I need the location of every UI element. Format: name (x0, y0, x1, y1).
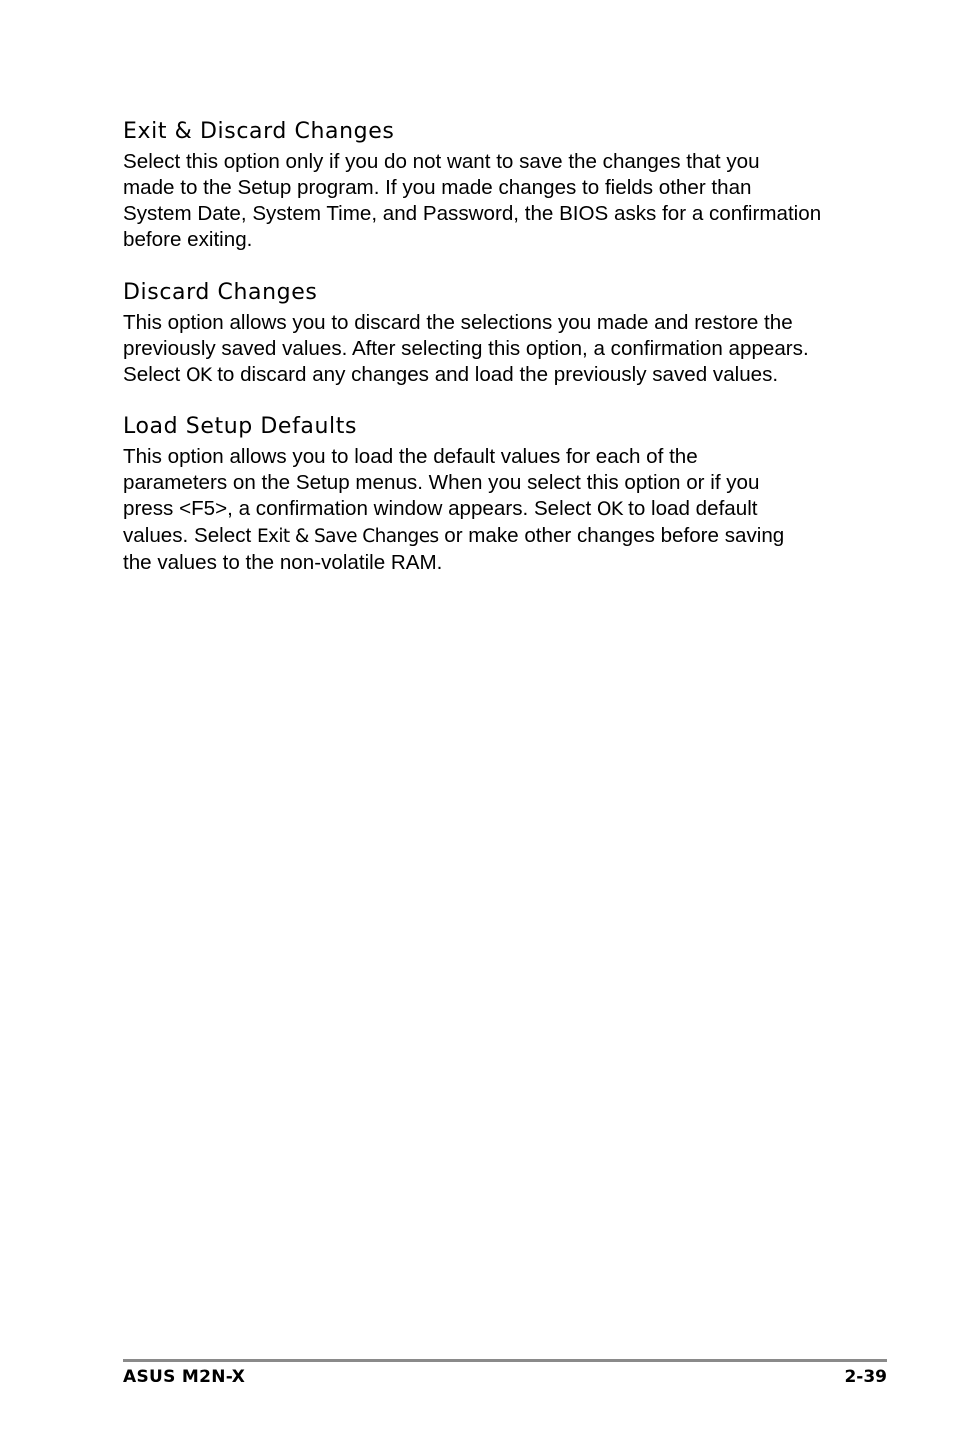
body-line: previously saved values. After selecting this option, a confirmation appears. (123, 337, 809, 360)
section-load-setup-defaults (123, 414, 843, 576)
line-text: Select (123, 363, 186, 386)
footer-product-name: ASUS M2N-X (123, 1367, 246, 1387)
body-line: the values to the non-volatile RAM. (123, 551, 443, 574)
line-text: values. Select (123, 524, 257, 547)
section-body (123, 444, 843, 576)
body-line: before exiting. (123, 228, 253, 251)
body-line (123, 362, 843, 389)
section-body (123, 310, 843, 389)
section-body (123, 149, 843, 253)
footer-divider (123, 1359, 887, 1362)
body-line (123, 523, 843, 550)
body-line: parameters on the Setup menus. When you select this option or if you (123, 471, 760, 494)
footer-page-number: 2-39 (844, 1367, 887, 1387)
ui-term: OK (185, 365, 212, 386)
section-exit-discard-changes (123, 119, 843, 253)
section-discard-changes (123, 280, 843, 389)
section-heading: Discard Changes (123, 280, 318, 305)
body-line: made to the Setup program. If you made changes to fields other than (123, 176, 752, 199)
body-line: Select this option only if you do not want to save the changes that you (123, 150, 760, 173)
line-text: to discard any changes and load the previously saved values. (211, 363, 779, 386)
section-heading: Load Setup Defaults (123, 414, 358, 439)
ui-term: Exit & Save Changes (256, 526, 439, 547)
body-line: System Date, System Time, and Password, the BIOS asks for a confirmation (123, 202, 822, 225)
line-text: press <F5>, a confirmation window appears. Select (123, 497, 597, 520)
body-line (123, 496, 843, 523)
section-heading: Exit & Discard Changes (123, 119, 395, 144)
line-text: to load default (622, 497, 758, 520)
body-line: This option allows you to load the default values for each of the (123, 445, 698, 468)
line-text: or make other changes before saving (438, 524, 785, 547)
ui-term: OK (596, 499, 623, 520)
body-line: This option allows you to discard the selections you made and restore the (123, 311, 793, 334)
